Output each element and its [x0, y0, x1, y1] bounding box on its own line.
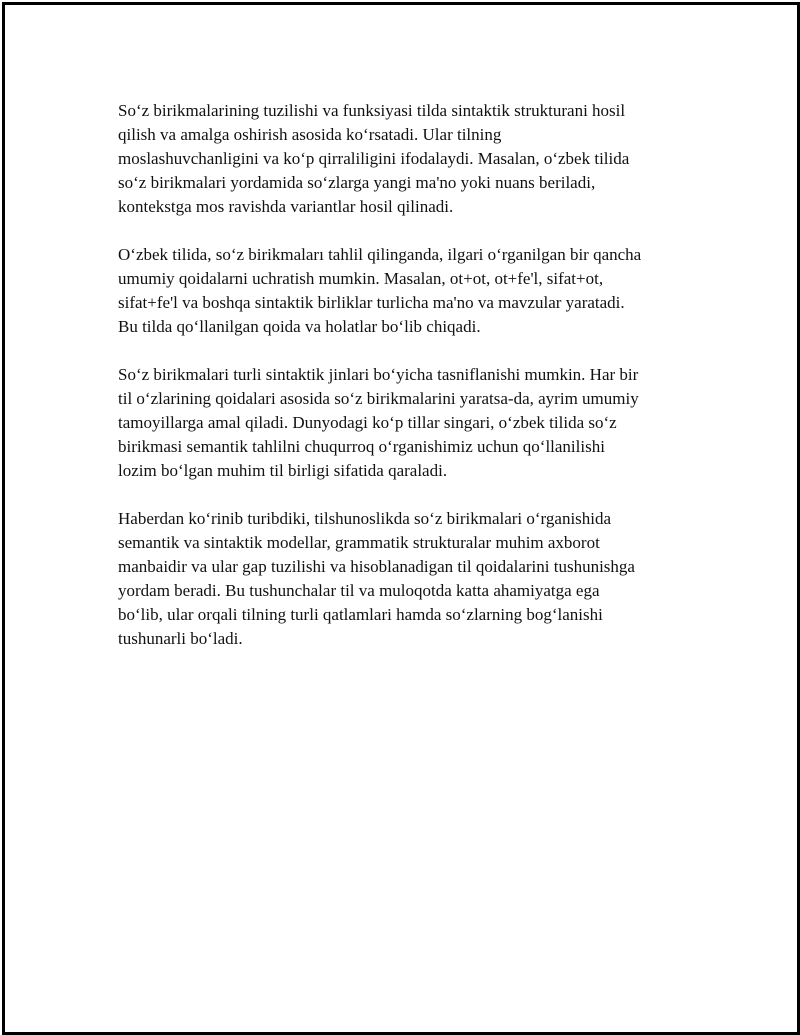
text-line: moslashuvchanligini va ko‘p qirraliligini ifodalaydi. Masalan, o‘zbek tilida	[118, 149, 630, 168]
text-line: bo‘lib, ular orqali tilning turli qatlamlari hamda so‘zlarning bog‘lanishi	[118, 605, 603, 624]
paragraph-4	[118, 507, 698, 651]
text-line: semantik va sintaktik modellar, grammatik strukturalar muhim axborot	[118, 533, 600, 552]
text-line: tushunarli bo‘ladi.	[118, 629, 243, 648]
text-line: til o‘zlarining qoidalari asosida so‘z birikmalarini yaratsa-da, ayrim umumiy	[118, 389, 639, 408]
text-line: tamoyillarga amal qiladi. Dunyodagi ko‘p tillar singari, o‘zbek tilida so‘z	[118, 413, 617, 432]
text-line: So‘z birikmalarining tuzilishi va funksiyasi tilda sintaktik strukturani hosil	[118, 101, 626, 120]
text-line: birikmasi semantik tahlilni chuqurroq o‘rganishimiz uchun qo‘llanilishi	[118, 437, 605, 456]
text-line: kontekstga mos ravishda variantlar hosil qilinadi.	[118, 197, 454, 216]
text-line: lozim bo‘lgan muhim til birligi sifatida qaraladi.	[118, 461, 448, 480]
document-body	[118, 99, 698, 675]
text-line: umumiy qoidalarni uchratish mumkin. Masalan, ot+ot, ot+fe'l, sifat+ot,	[118, 269, 604, 288]
text-line: yordam beradi. Bu tushunchalar til va muloqotda katta ahamiyatga ega	[118, 581, 600, 600]
paragraph-1	[118, 99, 698, 219]
paragraph-3	[118, 363, 698, 483]
page-frame	[2, 2, 800, 1035]
text-line: so‘z birikmalari yordamida so‘zlarga yangi ma'no yoki nuans beriladi,	[118, 173, 596, 192]
text-line: So‘z birikmalari turli sintaktik jinlari bo‘yicha tasniflanishi mumkin. Har bir	[118, 365, 639, 384]
text-line: sifat+fe'l va boshqa sintaktik birliklar turlicha ma'no va mavzular yaratadi.	[118, 293, 625, 312]
text-line: qilish va amalga oshirish asosida ko‘rsatadi. Ular tilning	[118, 125, 502, 144]
text-line: Bu tilda qo‘llanilgan qoida va holatlar bo‘lib chiqadi.	[118, 317, 481, 336]
paragraph-2	[118, 243, 698, 339]
text-line: manbaidir va ular gap tuzilishi va hisoblanadigan til qoidalarini tushunishga	[118, 557, 635, 576]
text-line: O‘zbek tilida, so‘z birikmaları tahlil qilinganda, ilgari o‘rganilgan bir qancha	[118, 245, 642, 264]
text-line: Haberdan ko‘rinib turibdiki, tilshunoslikda so‘z birikmalari o‘rganishida	[118, 509, 612, 528]
